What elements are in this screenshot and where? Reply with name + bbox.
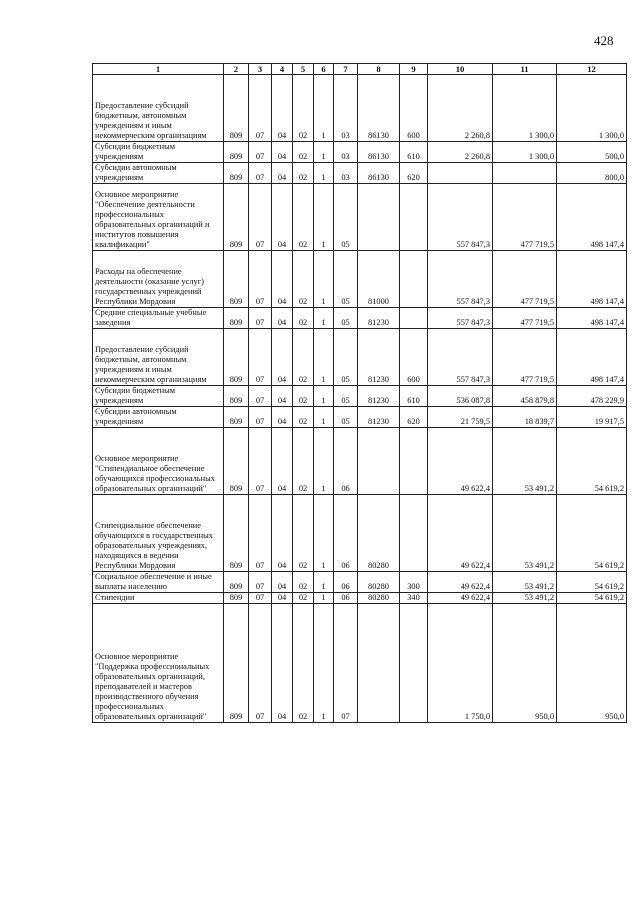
row-name-cell: Основное мероприятие "Обеспечение деятельности профессиональных образовательных организаций и институтов повышения квалификации" — [93, 184, 224, 251]
amount-cell: 477 719,5 — [493, 329, 557, 386]
amount-cell: 1 750,0 — [428, 604, 493, 723]
code-cell: 07 — [249, 308, 272, 329]
amount-cell: 53 491,2 — [493, 428, 557, 495]
amount-cell: 54 619,2 — [557, 593, 627, 604]
header-cell: 8 — [358, 64, 400, 75]
code-cell: 610 — [400, 142, 428, 163]
code-cell: 02 — [293, 386, 314, 407]
row-name-cell: Средние специальные учебные заведения — [93, 308, 224, 329]
code-cell: 86130 — [358, 75, 400, 142]
table-row — [93, 495, 627, 572]
code-cell: 07 — [249, 407, 272, 428]
amount-cell: 49 622,4 — [428, 428, 493, 495]
table-row — [93, 75, 627, 142]
code-cell: 1 — [314, 604, 334, 723]
header-cell: 9 — [400, 64, 428, 75]
amount-cell: 478 229,9 — [557, 386, 627, 407]
table-row — [93, 184, 627, 251]
code-cell — [358, 184, 400, 251]
amount-cell: 498 147,4 — [557, 184, 627, 251]
amount-cell: 498 147,4 — [557, 251, 627, 308]
amount-cell: 49 622,4 — [428, 593, 493, 604]
code-cell: 1 — [314, 428, 334, 495]
code-cell: 07 — [249, 572, 272, 593]
amount-cell: 1 300,0 — [493, 75, 557, 142]
code-cell: 1 — [314, 142, 334, 163]
code-cell: 02 — [293, 75, 314, 142]
header-cell: 10 — [428, 64, 493, 75]
code-cell: 1 — [314, 308, 334, 329]
code-cell: 06 — [334, 572, 358, 593]
code-cell: 600 — [400, 75, 428, 142]
amount-cell: 500,0 — [557, 142, 627, 163]
code-cell: 03 — [334, 163, 358, 184]
code-cell: 04 — [272, 407, 293, 428]
code-cell — [400, 604, 428, 723]
header-cell: 1 — [93, 64, 224, 75]
amount-cell: 800,0 — [557, 163, 627, 184]
code-cell: 1 — [314, 386, 334, 407]
code-cell: 1 — [314, 329, 334, 386]
code-cell: 04 — [272, 593, 293, 604]
amount-cell: 21 759,5 — [428, 407, 493, 428]
code-cell: 07 — [249, 593, 272, 604]
code-cell: 05 — [334, 308, 358, 329]
code-cell: 07 — [249, 75, 272, 142]
code-cell: 809 — [224, 251, 249, 308]
table-body — [93, 64, 627, 723]
amount-cell: 2 260,8 — [428, 75, 493, 142]
code-cell: 04 — [272, 75, 293, 142]
code-cell: 809 — [224, 407, 249, 428]
code-cell: 86130 — [358, 163, 400, 184]
code-cell: 04 — [272, 428, 293, 495]
code-cell: 809 — [224, 593, 249, 604]
amount-cell: 54 619,2 — [557, 572, 627, 593]
code-cell: 03 — [334, 142, 358, 163]
amount-cell: 477 719,5 — [493, 184, 557, 251]
code-cell: 81000 — [358, 251, 400, 308]
code-cell: 07 — [249, 142, 272, 163]
code-cell: 07 — [249, 251, 272, 308]
code-cell: 1 — [314, 593, 334, 604]
table-row — [93, 386, 627, 407]
code-cell: 80280 — [358, 593, 400, 604]
code-cell: 81230 — [358, 386, 400, 407]
code-cell: 620 — [400, 407, 428, 428]
code-cell: 1 — [314, 184, 334, 251]
code-cell: 1 — [314, 251, 334, 308]
code-cell: 809 — [224, 184, 249, 251]
code-cell: 1 — [314, 572, 334, 593]
code-cell: 04 — [272, 572, 293, 593]
row-name-cell: Субсидии бюджетным учреждениям — [93, 386, 224, 407]
amount-cell: 477 719,5 — [493, 308, 557, 329]
code-cell: 04 — [272, 495, 293, 572]
row-name-cell: Стипендиальное обеспечение обучающихся в государственных образовательных учреждениях, находящихся в ведении Республики Мордовия — [93, 495, 224, 572]
row-name-cell: Субсидии автономным учреждениям — [93, 407, 224, 428]
header-cell: 5 — [293, 64, 314, 75]
code-cell: 02 — [293, 329, 314, 386]
header-cell: 12 — [557, 64, 627, 75]
amount-cell: 498 147,4 — [557, 329, 627, 386]
code-cell: 809 — [224, 75, 249, 142]
amount-cell: 536 087,8 — [428, 386, 493, 407]
amount-cell: 1 300,0 — [557, 75, 627, 142]
code-cell: 02 — [293, 251, 314, 308]
code-cell: 04 — [272, 329, 293, 386]
code-cell: 86130 — [358, 142, 400, 163]
code-cell: 02 — [293, 593, 314, 604]
code-cell: 620 — [400, 163, 428, 184]
header-row — [93, 64, 627, 75]
code-cell: 1 — [314, 495, 334, 572]
code-cell: 80280 — [358, 572, 400, 593]
code-cell: 809 — [224, 495, 249, 572]
code-cell — [400, 428, 428, 495]
code-cell: 07 — [249, 428, 272, 495]
code-cell — [400, 308, 428, 329]
code-cell: 07 — [249, 329, 272, 386]
amount-cell: 950,0 — [557, 604, 627, 723]
row-name-cell: Расходы на обеспечение деятельности (оказание услуг) государственных учреждений Республики Мордовия — [93, 251, 224, 308]
amount-cell: 557 847,3 — [428, 184, 493, 251]
amount-cell: 2 260,8 — [428, 142, 493, 163]
code-cell: 07 — [249, 604, 272, 723]
code-cell: 04 — [272, 604, 293, 723]
budget-table — [92, 63, 627, 723]
code-cell: 07 — [249, 163, 272, 184]
amount-cell — [428, 163, 493, 184]
code-cell: 04 — [272, 184, 293, 251]
code-cell: 06 — [334, 495, 358, 572]
code-cell — [400, 251, 428, 308]
code-cell: 809 — [224, 428, 249, 495]
header-cell: 11 — [493, 64, 557, 75]
code-cell: 809 — [224, 308, 249, 329]
code-cell: 07 — [249, 386, 272, 407]
code-cell: 1 — [314, 407, 334, 428]
code-cell — [400, 184, 428, 251]
code-cell: 07 — [249, 184, 272, 251]
table-row — [93, 329, 627, 386]
code-cell: 809 — [224, 142, 249, 163]
code-cell: 300 — [400, 572, 428, 593]
code-cell: 04 — [272, 251, 293, 308]
table-row — [93, 428, 627, 495]
code-cell: 04 — [272, 308, 293, 329]
code-cell: 04 — [272, 142, 293, 163]
amount-cell: 54 619,2 — [557, 428, 627, 495]
code-cell: 03 — [334, 75, 358, 142]
row-name-cell: Субсидии автономным учреждениям — [93, 163, 224, 184]
code-cell: 04 — [272, 163, 293, 184]
code-cell: 05 — [334, 386, 358, 407]
amount-cell: 498 147,4 — [557, 308, 627, 329]
amount-cell — [493, 163, 557, 184]
code-cell: 02 — [293, 428, 314, 495]
amount-cell: 19 917,5 — [557, 407, 627, 428]
code-cell: 02 — [293, 142, 314, 163]
header-cell: 7 — [334, 64, 358, 75]
table-row — [93, 593, 627, 604]
table-row — [93, 308, 627, 329]
amount-cell: 557 847,3 — [428, 308, 493, 329]
amount-cell: 49 622,4 — [428, 572, 493, 593]
code-cell: 809 — [224, 329, 249, 386]
amount-cell: 54 619,2 — [557, 495, 627, 572]
row-name-cell: Предоставление субсидий бюджетным, автономным учреждениям и иным некоммерческим организациям — [93, 75, 224, 142]
amount-cell: 53 491,2 — [493, 593, 557, 604]
code-cell: 06 — [334, 593, 358, 604]
code-cell: 81230 — [358, 407, 400, 428]
amount-cell: 18 839,7 — [493, 407, 557, 428]
code-cell: 06 — [334, 428, 358, 495]
code-cell — [358, 604, 400, 723]
code-cell: 81230 — [358, 308, 400, 329]
row-name-cell: Субсидии бюджетным учреждениям — [93, 142, 224, 163]
amount-cell: 1 300,0 — [493, 142, 557, 163]
code-cell: 04 — [272, 386, 293, 407]
code-cell: 1 — [314, 163, 334, 184]
code-cell: 809 — [224, 604, 249, 723]
row-name-cell: Социальное обеспечение и иные выплаты населению — [93, 572, 224, 593]
page-number: 428 — [594, 33, 614, 48]
code-cell — [400, 495, 428, 572]
code-cell: 05 — [334, 184, 358, 251]
row-name-cell: Основное мероприятие "Стипендиальное обеспечение обучающихся профессиональных образовательных организаций" — [93, 428, 224, 495]
table-row — [93, 251, 627, 308]
header-cell: 4 — [272, 64, 293, 75]
table-row — [93, 604, 627, 723]
code-cell: 809 — [224, 386, 249, 407]
header-cell: 3 — [249, 64, 272, 75]
code-cell: 02 — [293, 495, 314, 572]
table-row — [93, 572, 627, 593]
code-cell: 07 — [249, 495, 272, 572]
code-cell: 340 — [400, 593, 428, 604]
code-cell: 02 — [293, 308, 314, 329]
amount-cell: 53 491,2 — [493, 572, 557, 593]
amount-cell: 477 719,5 — [493, 251, 557, 308]
amount-cell: 557 847,3 — [428, 251, 493, 308]
code-cell: 02 — [293, 407, 314, 428]
header-cell: 2 — [224, 64, 249, 75]
code-cell: 600 — [400, 329, 428, 386]
amount-cell: 458 879,8 — [493, 386, 557, 407]
table-row — [93, 142, 627, 163]
code-cell: 05 — [334, 251, 358, 308]
amount-cell: 557 847,3 — [428, 329, 493, 386]
code-cell: 05 — [334, 329, 358, 386]
code-cell: 809 — [224, 572, 249, 593]
table-row — [93, 163, 627, 184]
code-cell: 05 — [334, 407, 358, 428]
code-cell: 1 — [314, 75, 334, 142]
header-cell: 6 — [314, 64, 334, 75]
code-cell: 02 — [293, 184, 314, 251]
code-cell — [358, 428, 400, 495]
code-cell: 81230 — [358, 329, 400, 386]
table-row — [93, 407, 627, 428]
amount-cell: 53 491,2 — [493, 495, 557, 572]
row-name-cell: Основное мероприятие "Поддержка профессиональных образовательных организаций, преподавателей и мастеров производственного обучения профессиональных образовательных организаций" — [93, 604, 224, 723]
row-name-cell: Предоставление субсидий бюджетным, автономным учреждениям и иным некоммерческим организациям — [93, 329, 224, 386]
code-cell: 80280 — [358, 495, 400, 572]
amount-cell: 950,0 — [493, 604, 557, 723]
code-cell: 809 — [224, 163, 249, 184]
code-cell: 610 — [400, 386, 428, 407]
code-cell: 02 — [293, 572, 314, 593]
amount-cell: 49 622,4 — [428, 495, 493, 572]
code-cell: 02 — [293, 604, 314, 723]
row-name-cell: Стипендии — [93, 593, 224, 604]
code-cell: 07 — [334, 604, 358, 723]
code-cell: 02 — [293, 163, 314, 184]
